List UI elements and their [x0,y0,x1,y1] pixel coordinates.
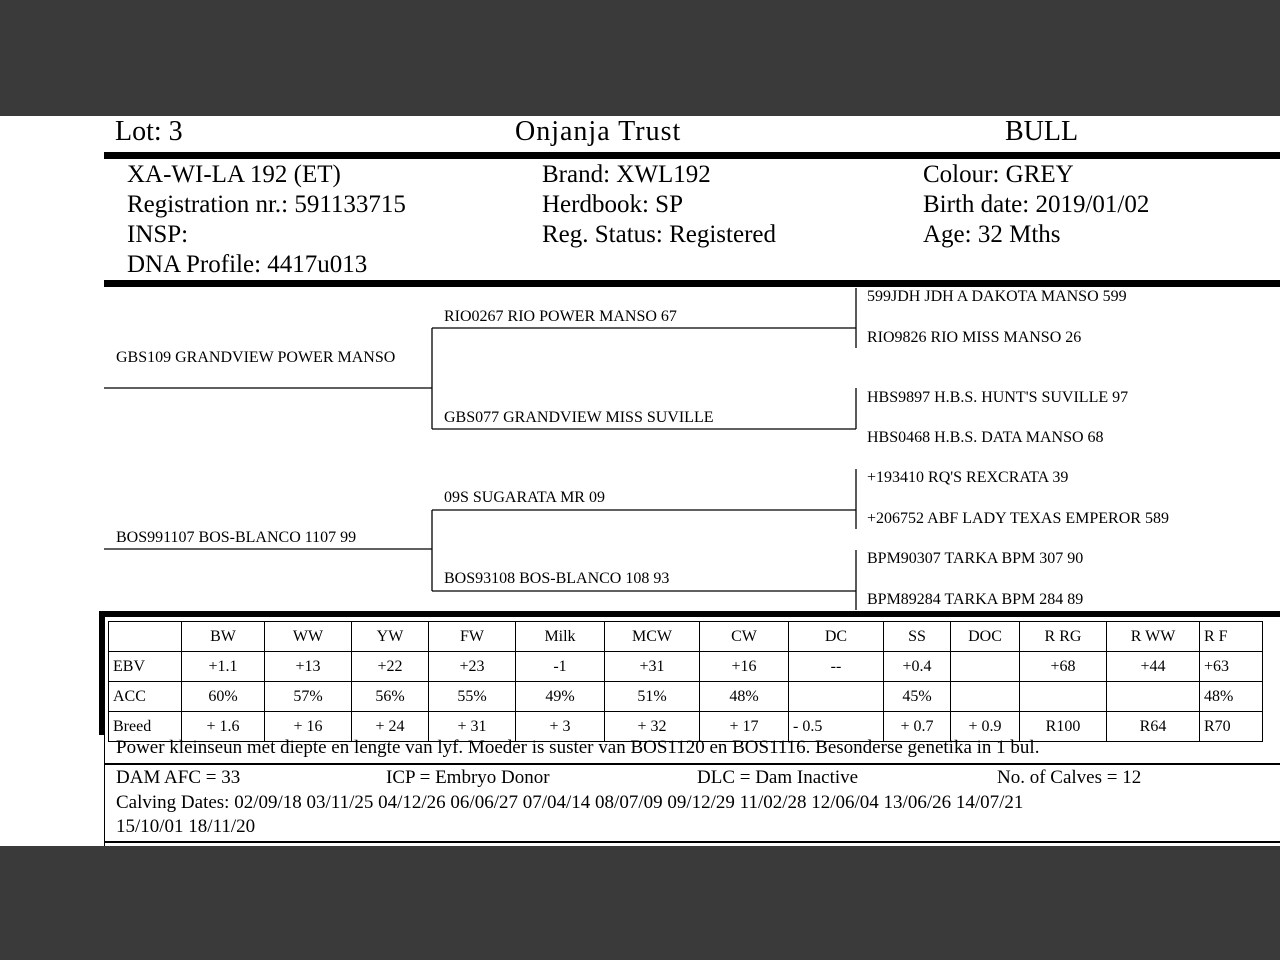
breed-cell: + 17 [700,712,789,742]
header-cell: FW [429,622,516,652]
ebv-left-border [99,611,105,735]
acc-cell: 51% [605,682,700,712]
birth-date: Birth date: 2019/01/02 [923,191,1150,218]
remark-divider [104,763,1280,765]
age: Age: 32 Mths [923,221,1061,248]
ebv-cell: -1 [516,652,605,682]
acc-row [109,682,1263,712]
herdbook: Herdbook: SP [542,191,683,218]
acc-cell: 48% [700,682,789,712]
animal-sex: BULL [1005,116,1079,147]
registration-number: Registration nr.: 591133715 [127,191,406,218]
dna-profile: DNA Profile: 4417u013 [127,251,368,278]
dam-calves-count: No. of Calves = 12 [997,767,1142,788]
ebv-cell: +1.1 [182,652,265,682]
acc-cell: 60% [182,682,265,712]
remark-text: Power kleinseun met diepte en lengte van lyf. Moeder is suster van BOS1120 en BOS1116. Besonderse genetika in 1 bul. [116,737,1040,758]
breed-cell: R70 [1200,712,1263,742]
ebv-cell: -- [789,652,884,682]
breed-cell: + 1.6 [182,712,265,742]
insp-field: INSP: [127,221,189,248]
breed-cell: + 3 [516,712,605,742]
ebv-cell: +63 [1200,652,1263,682]
header-cell: MCW [605,622,700,652]
breed-cell: - 0.5 [789,712,884,742]
acc-cell: 48% [1200,682,1263,712]
acc-cell: 55% [429,682,516,712]
ebv-cell: +22 [352,652,429,682]
calving-dates-line-1: Calving Dates: 02/09/18 03/11/25 04/12/26 06/06/27 07/04/14 08/07/09 09/12/29 11/02/28 12/06/04 13/06/26 14/07/21 [116,792,1024,813]
bottom-border [104,841,1280,843]
header-cell: WW [265,622,352,652]
brand: Brand: XWL192 [542,161,711,188]
catalogue-sheet [0,116,1280,846]
colour: Colour: GREY [923,161,1074,188]
acc-cell: 49% [516,682,605,712]
header-cell: DOC [951,622,1020,652]
calving-dates-line-2: 15/10/01 18/11/20 [116,816,256,837]
ebv-top-border [99,611,1280,617]
dam-dam-name: BOS93108 BOS-BLANCO 108 93 [444,570,670,587]
ebv-row [109,652,1263,682]
header-cell: SS [884,622,951,652]
breed-cell: R100 [1020,712,1107,742]
ebv-cell: +13 [265,652,352,682]
acc-cell: 56% [352,682,429,712]
breed-cell: + 0.7 [884,712,951,742]
row-label: EBV [109,652,182,682]
ebv-cell: +16 [700,652,789,682]
header-cell: Milk [516,622,605,652]
ebv-cell: +31 [605,652,700,682]
animal-name: XA-WI-LA 192 (ET) [127,161,341,188]
row-label: Breed [109,712,182,742]
acc-cell: 57% [265,682,352,712]
ancestor-dss: +193410 RQ'S REXCRATA 39 [867,469,1069,486]
header-cell [109,622,182,652]
dam-dlc: DLC = Dam Inactive [697,767,859,788]
ancestor-ddd: BPM89284 TARKA BPM 284 89 [867,591,1084,608]
header-cell: CW [700,622,789,652]
registration-status: Reg. Status: Registered [542,221,776,248]
ebv-cell: +68 [1020,652,1107,682]
header-cell: R WW [1107,622,1200,652]
ancestor-dsd: +206752 ABF LADY TEXAS EMPEROR 589 [867,510,1169,527]
header-cell: YW [352,622,429,652]
ancestor-ssd: RIO9826 RIO MISS MANSO 26 [867,329,1082,346]
header-cell: DC [789,622,884,652]
lot-number: Lot: 3 [115,116,183,147]
sire-sire-name: RIO0267 RIO POWER MANSO 67 [444,308,677,325]
breed-cell: + 24 [352,712,429,742]
acc-cell: 45% [884,682,951,712]
ebv-cell [951,652,1020,682]
header-cell: R RG [1020,622,1107,652]
ancestor-dds: BPM90307 TARKA BPM 307 90 [867,550,1084,567]
ancestor-sds: HBS9897 H.B.S. HUNT'S SUVILLE 97 [867,389,1129,406]
dam-name: BOS991107 BOS-BLANCO 1107 99 [116,529,357,546]
row-label: ACC [109,682,182,712]
header-cell: BW [182,622,265,652]
ancestor-sss: 599JDH JDH A DAKOTA MANSO 599 [867,288,1127,305]
ebv-cell: +0.4 [884,652,951,682]
acc-cell [951,682,1020,712]
header-cell: R F [1200,622,1263,652]
acc-cell [789,682,884,712]
breed-cell: + 16 [265,712,352,742]
dam-sire-name: 09S SUGARATA MR 09 [444,489,605,506]
ebv-cell: +44 [1107,652,1200,682]
breed-cell: R64 [1107,712,1200,742]
acc-cell [1020,682,1107,712]
breed-cell: + 31 [429,712,516,742]
breed-cell: + 32 [605,712,700,742]
dam-icp: ICP = Embryo Donor [386,767,550,788]
acc-cell [1107,682,1200,712]
ebv-table [108,621,1263,742]
breed-cell: + 0.9 [951,712,1020,742]
sire-name: GBS109 GRANDVIEW POWER MANSO [116,349,396,366]
owner-name: Onjanja Trust [515,116,682,147]
ancestor-sdd: HBS0468 H.B.S. DATA MANSO 68 [867,429,1104,446]
sire-dam-name: GBS077 GRANDVIEW MISS SUVILLE [444,409,714,426]
ebv-cell: +23 [429,652,516,682]
ebv-header-row [109,622,1263,652]
dam-afc: DAM AFC = 33 [116,767,241,788]
